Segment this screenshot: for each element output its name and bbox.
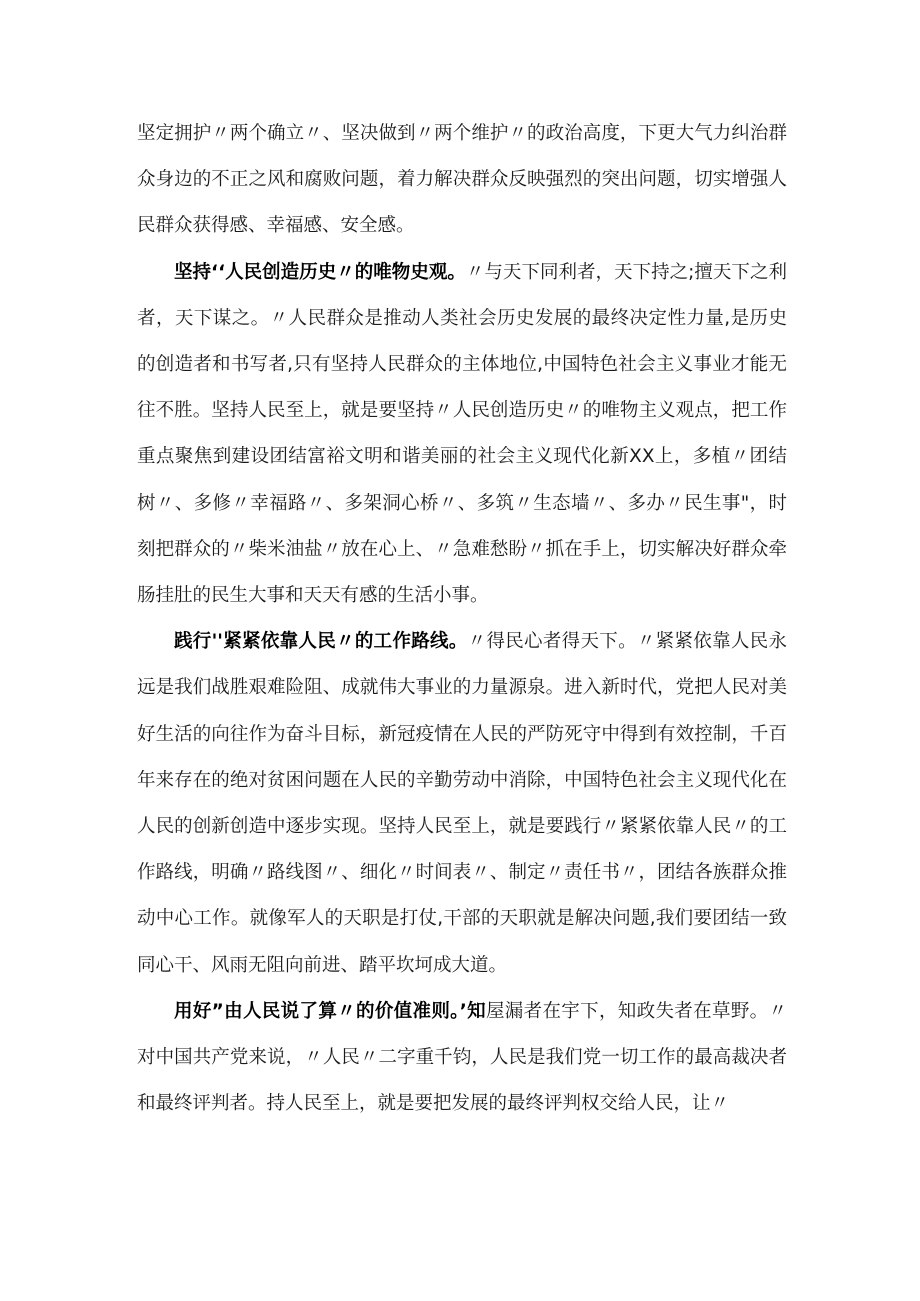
paragraph-4-text: 屋漏者在宇下，知政失者在草野。〃对中国共产党来说，〃人民〃二字重千钧，人民是我们党一切工作的最高裁决者和最终评判者。持人民至上，就是要把发展的最终评判权交给人民，让〃 (137, 1000, 787, 1115)
paragraph-4 (137, 989, 787, 1128)
document-page (137, 111, 787, 1127)
paragraph-1 (137, 111, 787, 250)
paragraph-2 (137, 250, 787, 620)
paragraph-2-heading: 坚持‘‘人民创造历史〃的唯物史观。 (174, 261, 466, 283)
paragraph-3 (137, 619, 787, 989)
paragraph-3-heading: 践行''紧紧依靠人民〃的工作路线。 (174, 631, 468, 653)
paragraph-3-text: 〃得民心者得天下。〃紧紧依靠人民永远是我们战胜艰难险阻、成就伟大事业的力量源泉。进入新时代，党把人民对美好生活的向往作为奋斗目标，新冠疫情在人民的严防死守中得到有效控制，千百年来存在的绝对贫困问题在人民的辛勤劳动中消除，中国特色社会主义现代化在人民的创新创造中逐步实现。坚持人民至上，就是要践行〃紧紧依靠人民〃的工作路线，明确〃路线图〃、细化〃时间表〃、制定〃责任书〃，团结各族群众推动中心工作。就像军人的天职是打仗,干部的天职就是解决问题,我们要团结一致同心干、风雨无阻向前进、踏平坎坷成大道。 (137, 631, 787, 976)
paragraph-4-heading: 用好”由人民说了算〃的价值准则。’知 (174, 1000, 486, 1022)
paragraph-1-text: 坚定拥护〃两个确立〃、坚决做到〃两个维护〃的政治高度，下更大气力纠治群众身边的不正之风和腐败问题，着力解决群众反映强烈的突出问题，切实增强人民群众获得感、幸福感、安全感。 (137, 123, 787, 237)
paragraph-2-text: 〃与天下同利者，天下持之;擅天下之利者，天下谋之。〃人民群众是推动人类社会历史发展的最终决定性力量,是历史的创造者和书写者,只有坚持人民群众的主体地位,中国特色社会主义事业才能无往不胜。坚持人民至上，就是要坚持〃人民创造历史〃的唯物主义观点，把工作重点聚焦到建设团结富裕文明和谐美丽的社会主义现代化新XX上，多植〃团结树〃、多修〃幸福路〃、多架洞心桥〃、多筑〃生态墙〃、多办〃民生事"，时刻把群众的〃柴米油盐〃放在心上、〃急难愁盼〃抓在手上，切实解决好群众牵肠挂肚的民生大事和天天有感的生活小事。 (137, 261, 787, 607)
